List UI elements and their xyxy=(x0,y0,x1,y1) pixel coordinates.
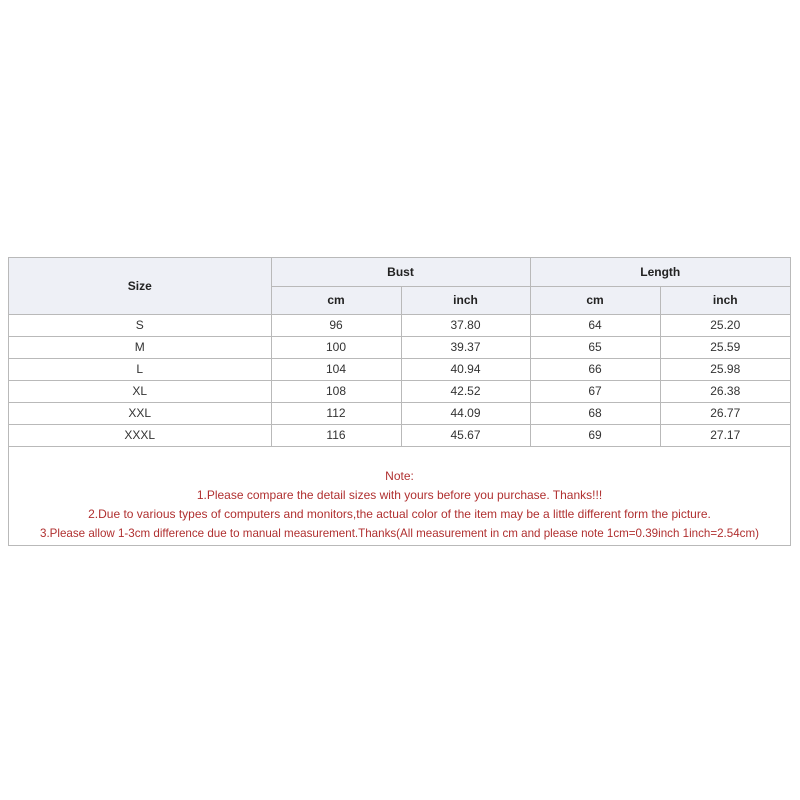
cell-length-inch: 27.17 xyxy=(660,424,790,446)
cell-size: XL xyxy=(9,380,271,402)
cell-bust-cm: 96 xyxy=(271,314,401,336)
header-bust: Bust xyxy=(271,258,530,286)
cell-length-cm: 69 xyxy=(530,424,660,446)
cell-bust-inch: 45.67 xyxy=(401,424,530,446)
cell-bust-cm: 100 xyxy=(271,336,401,358)
cell-length-inch: 25.59 xyxy=(660,336,790,358)
cell-size: XXXL xyxy=(9,424,271,446)
cell-length-cm: 64 xyxy=(530,314,660,336)
cell-length-cm: 68 xyxy=(530,402,660,424)
size-table xyxy=(9,258,790,446)
cell-length-inch: 25.98 xyxy=(660,358,790,380)
cell-size: M xyxy=(9,336,271,358)
table-row xyxy=(9,358,790,380)
cell-size: L xyxy=(9,358,271,380)
cell-bust-inch: 37.80 xyxy=(401,314,530,336)
cell-length-inch: 26.77 xyxy=(660,402,790,424)
cell-bust-inch: 44.09 xyxy=(401,402,530,424)
notes-section xyxy=(9,446,790,545)
cell-bust-cm: 108 xyxy=(271,380,401,402)
cell-size: XXL xyxy=(9,402,271,424)
cell-length-inch: 26.38 xyxy=(660,380,790,402)
cell-length-cm: 67 xyxy=(530,380,660,402)
size-chart xyxy=(8,257,791,546)
table-row xyxy=(9,402,790,424)
header-bust-cm: cm xyxy=(271,286,401,314)
header-length-inch: inch xyxy=(660,286,790,314)
notes-title: Note: xyxy=(385,468,414,483)
note-line-2: 2.Due to various types of computers and monitors,the actual color of the item may be a little different form the picture. xyxy=(88,506,711,521)
cell-bust-cm: 112 xyxy=(271,402,401,424)
header-size: Size xyxy=(9,258,271,314)
cell-bust-inch: 40.94 xyxy=(401,358,530,380)
cell-bust-cm: 116 xyxy=(271,424,401,446)
cell-bust-inch: 42.52 xyxy=(401,380,530,402)
cell-length-cm: 66 xyxy=(530,358,660,380)
note-line-1: 1.Please compare the detail sizes with yours before you purchase. Thanks!!! xyxy=(196,487,603,502)
table-row xyxy=(9,314,790,336)
table-row xyxy=(9,336,790,358)
cell-length-cm: 65 xyxy=(530,336,660,358)
header-bust-inch: inch xyxy=(401,286,530,314)
cell-bust-inch: 39.37 xyxy=(401,336,530,358)
header-length: Length xyxy=(530,258,790,286)
table-row xyxy=(9,424,790,446)
table-row xyxy=(9,380,790,402)
cell-bust-cm: 104 xyxy=(271,358,401,380)
cell-size: S xyxy=(9,314,271,336)
cell-length-inch: 25.20 xyxy=(660,314,790,336)
header-length-cm: cm xyxy=(530,286,660,314)
note-line-3: 3.Please allow 1-3cm difference due to manual measurement.Thanks(All measurement in cm and please note 1cm=0.39inch 1inch=2.54cm) xyxy=(40,526,759,540)
